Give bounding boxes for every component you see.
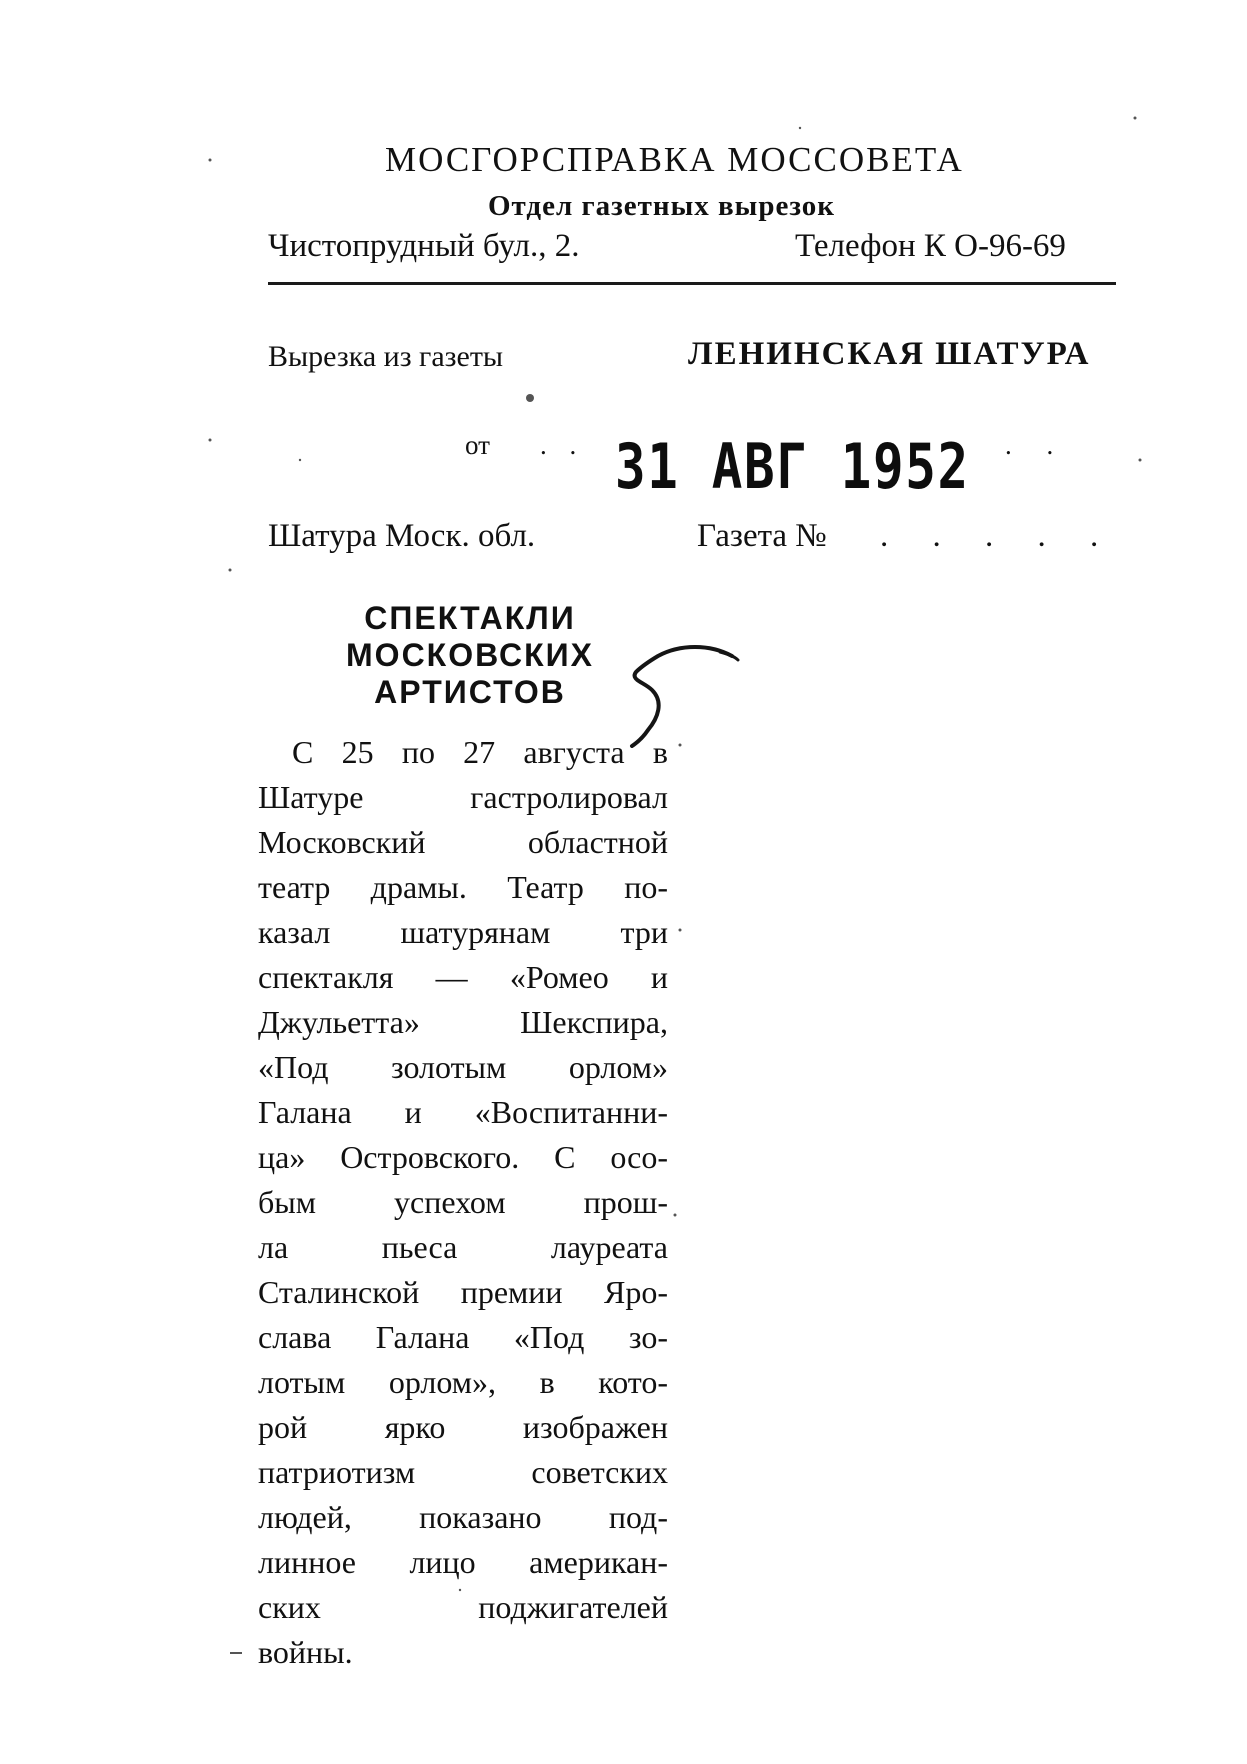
article-word: спектакля	[258, 959, 394, 995]
article-word: успехом	[394, 1184, 506, 1220]
article-word: под-	[608, 1499, 668, 1535]
address-text: Чистопрудный бул., 2.	[268, 228, 580, 264]
article-word: рой	[258, 1409, 308, 1445]
article-word: «Под	[513, 1319, 585, 1355]
article-word: золотым	[390, 1049, 507, 1085]
article-word: патриотизм	[258, 1454, 416, 1490]
article-word: Галана	[375, 1319, 470, 1355]
headline-line: СПЕКТАКЛИ	[364, 600, 576, 636]
article-word: кото-	[598, 1364, 668, 1400]
article-word: поджигателей	[478, 1589, 668, 1625]
article-word: казал	[258, 914, 331, 950]
article-word: слава	[258, 1319, 332, 1355]
article-word: по	[401, 734, 435, 770]
article-word: прош-	[583, 1184, 668, 1220]
article-word: «Под	[258, 1049, 329, 1085]
article-word: ских	[258, 1589, 321, 1625]
article-word: областной	[527, 824, 668, 860]
article-word: лотым	[258, 1364, 346, 1400]
article-word: по-	[624, 869, 668, 905]
organization-title: МОСГОРСПРАВКА МОССОВЕТА	[385, 140, 964, 179]
article-word: три	[620, 914, 668, 950]
leader-dots: . .	[540, 430, 585, 460]
article-word: театр	[258, 869, 331, 905]
article-word: «Воспитанни-	[474, 1094, 668, 1130]
leader-dots: . . . . .	[880, 518, 1117, 554]
article-word: лауреата	[550, 1229, 668, 1265]
article-word: ла	[258, 1229, 289, 1265]
newspaper-name: ЛЕНИНСКАЯ ШАТУРА	[688, 336, 1091, 372]
article-word: и	[650, 959, 668, 995]
article-word: С	[554, 1139, 576, 1175]
article-word: Театр	[507, 869, 584, 905]
article-word: Яро-	[603, 1274, 668, 1310]
article-word: Джульетта»	[258, 1004, 420, 1040]
article-word: —	[435, 959, 468, 995]
gazeta-number-label: Газета №	[697, 518, 827, 554]
article-word: августа	[523, 734, 625, 770]
article-word: пьеса	[381, 1229, 458, 1265]
article-word: Шекспира,	[520, 1004, 668, 1040]
article-word: людей,	[258, 1499, 352, 1535]
leader-dots: . .	[1005, 430, 1068, 460]
article-word: и	[404, 1094, 422, 1130]
article-word: показано	[419, 1499, 542, 1535]
article-word: Островского.	[340, 1139, 520, 1175]
article-word: премии	[460, 1274, 563, 1310]
article-word: осо-	[610, 1139, 668, 1175]
article-word: ца»	[258, 1139, 306, 1175]
phone-text: Телефон К О-96-69	[795, 228, 1066, 264]
article-word: 25	[341, 734, 374, 770]
article-word: американ-	[529, 1544, 668, 1580]
article-word: Шатуре	[258, 779, 364, 815]
article-word: Сталинской	[258, 1274, 420, 1310]
clipping-source-label: Вырезка из газеты	[268, 340, 504, 373]
headline-line: МОСКОВСКИХ	[346, 637, 594, 673]
from-label: от	[465, 430, 490, 460]
department-name: Отдел газетных вырезок	[488, 190, 836, 222]
article-word: бым	[258, 1184, 317, 1220]
article-word: лицо	[409, 1544, 476, 1580]
article-word: гастролировал	[470, 779, 668, 815]
city-text: Шатура Моск. обл.	[268, 518, 536, 554]
article-word: изображен	[522, 1409, 668, 1445]
article-word: С	[292, 734, 314, 770]
article-word: советских	[531, 1454, 668, 1490]
date-stamp: 31 АВГ 1952	[615, 430, 970, 503]
article-word: Галана	[258, 1094, 352, 1130]
article-word: в	[652, 734, 668, 770]
article-word: войны.	[258, 1634, 353, 1670]
article-word: Московский	[258, 824, 426, 860]
article-word: линное	[258, 1544, 356, 1580]
article-word: драмы.	[370, 869, 467, 905]
article-word: зо-	[628, 1319, 668, 1355]
headline-line: АРТИСТОВ	[374, 674, 566, 710]
article-word: 27	[463, 734, 496, 770]
article-word: орлом»,	[388, 1364, 497, 1400]
article-word: в	[539, 1364, 555, 1400]
article-word: «Ромео	[509, 959, 609, 995]
article-word: ярко	[384, 1409, 446, 1445]
article-word: орлом»	[568, 1049, 668, 1085]
article-word: шатурянам	[400, 914, 551, 950]
